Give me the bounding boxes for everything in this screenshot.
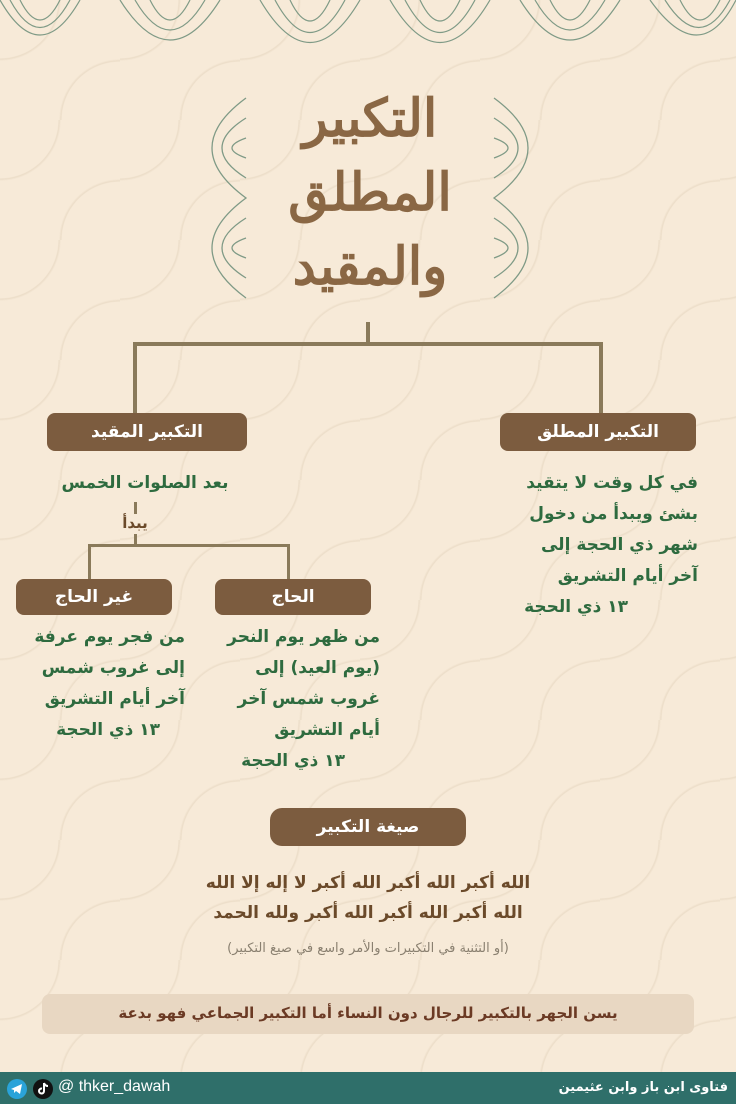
- absolute-line: آخر أيام التشريق: [557, 566, 698, 586]
- formula-label: صيغة التكبير: [270, 808, 466, 846]
- title-line-2: المطلق: [288, 162, 452, 223]
- non-pilgrim-line: من فجر يوم عرفة: [34, 627, 185, 647]
- absolute-line: في كل وقت لا يتقيد: [526, 473, 698, 493]
- footer-note-text: يسن الجهر بالتكبير للرجال دون النساء أما التكبير الجماعي فهو بدعة: [118, 1004, 618, 1022]
- absolute-line: شهر ذي الحجة إلى: [540, 535, 698, 555]
- absolute-line: ١٣ ذي الحجة: [524, 597, 628, 617]
- connector-horizontal: [133, 342, 603, 346]
- pilgrim-line: من ظهر يوم النحر: [227, 627, 380, 647]
- pilgrim-label: الحاج: [215, 579, 371, 615]
- pilgrim-description: [200, 622, 380, 777]
- restricted-takbir-label: التكبير المقيد: [47, 413, 247, 451]
- sub-connector-left: [88, 544, 91, 580]
- title-line-3: والمقيد: [292, 236, 448, 297]
- formula-note: (أو التثنية في التكبيرات والأمر واسع في صيغ التكبير): [227, 941, 509, 956]
- formula-line-2: الله أكبر الله أكبر الله أكبر ولله الحمد: [213, 903, 523, 923]
- non-pilgrim-label: غير الحاج: [16, 579, 172, 615]
- non-pilgrim-line: إلى غروب شمس: [41, 658, 185, 678]
- sub-connector-right: [287, 544, 290, 580]
- sub-connector-horizontal: [88, 544, 290, 547]
- social-handle: @ thker_dawah: [58, 1078, 171, 1095]
- non-pilgrim-description: [10, 622, 185, 746]
- pilgrim-line: ١٣ ذي الحجة: [241, 751, 345, 771]
- connector-stem: [366, 322, 370, 344]
- absolute-takbir-label: التكبير المطلق: [500, 413, 696, 451]
- formula-line-1: الله أكبر الله أكبر الله أكبر لا إله إلا الله: [205, 873, 531, 893]
- title-line-1: التكبير: [302, 88, 438, 149]
- pilgrim-line: غروب شمس آخر: [237, 689, 380, 709]
- telegram-icon: [6, 1078, 28, 1100]
- starts-text: يبدأ: [122, 514, 148, 532]
- connector-right-drop: [599, 342, 603, 414]
- tiktok-icon: [32, 1078, 54, 1100]
- main-title: [230, 88, 510, 318]
- connector-left-drop: [133, 342, 137, 414]
- top-ornament-border: [0, 0, 736, 80]
- absolute-description: [480, 468, 698, 623]
- non-pilgrim-line: ١٣ ذي الحجة: [56, 720, 160, 740]
- non-pilgrim-line: آخر أيام التشريق: [44, 689, 185, 709]
- absolute-line: بشئ ويبدأ من دخول: [529, 504, 698, 524]
- pilgrim-line: أيام التشريق: [274, 720, 380, 740]
- after-five-prayers-text: بعد الصلوات الخمس: [61, 473, 229, 493]
- source-credit: فتاوى ابن باز وابن عثيمين: [558, 1080, 728, 1095]
- pilgrim-line: (يوم العيد) إلى: [255, 658, 380, 678]
